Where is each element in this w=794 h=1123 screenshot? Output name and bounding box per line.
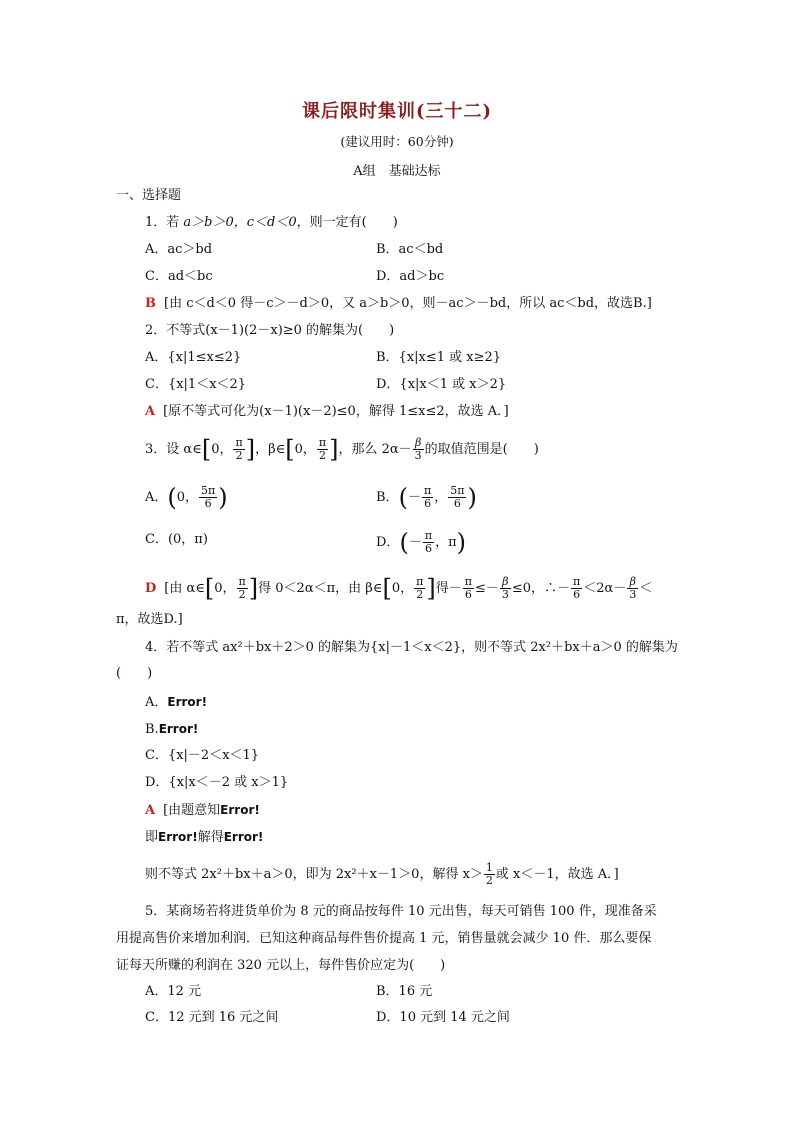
q3-option-d [376, 530, 466, 555]
numerator: π [416, 575, 424, 588]
page-title: 课后限时集训(三十二) [301, 101, 493, 122]
denominator: 6 [204, 497, 212, 510]
q3-zero: 0， [211, 442, 233, 457]
q1-stem-b: a＞b＞0，c＜d＜0 [183, 215, 297, 230]
fraction [627, 576, 638, 601]
numerator: π [318, 436, 327, 449]
group-heading: A组 基础达标 [353, 164, 441, 179]
q5-option-a: A．12 元 [145, 984, 202, 999]
numerator: π [235, 436, 243, 449]
q1-option-b: B．ac＜bd [376, 242, 444, 257]
q1-explain-text: [由 c＜d＜0 得－c＞－d＞0，又 a＞b＞0，则－ac＞－bd，所以 ac＜bd，故选B.] [164, 296, 652, 311]
minus: － [407, 490, 421, 505]
q4-a-label: A． [145, 695, 168, 710]
q2-stem: 2．不等式(x－1)(2－x)≥0 的解集为( ) [145, 323, 395, 338]
q3-option-a [145, 485, 228, 510]
denominator: 2 [416, 588, 424, 601]
q3-stem-a: 3．设 α∈ [145, 442, 202, 457]
fraction [500, 576, 511, 601]
q3-option-c: C．(0，π) [145, 532, 208, 547]
q3-explanation [145, 576, 652, 601]
numerator: π [423, 484, 432, 497]
minus: － [408, 535, 422, 550]
numerator: 5π [450, 484, 465, 497]
q3-stem-c: ，那么 2α－ [338, 442, 412, 457]
bracket-right: ] [426, 574, 436, 603]
fraction [414, 576, 425, 601]
q4-option-b [145, 719, 198, 740]
numerator: π [573, 575, 581, 588]
q3-a-label: A． [145, 490, 168, 505]
q4-answer: A [145, 803, 156, 818]
q1-stem-c: ，则一定有( ) [296, 215, 398, 230]
q4-b-label: B. [145, 722, 159, 737]
denominator: 2 [235, 449, 243, 462]
fraction [237, 576, 248, 601]
denominator: 6 [453, 497, 461, 510]
q4-option-c: C．{x|－2＜x＜1} [145, 748, 260, 763]
q4-exp3-a: 则不等式 2x²＋bx＋a＞0，即为 2x²＋x－1＞0，解得 x＞ [145, 867, 483, 882]
q3-zero: 0， [294, 442, 316, 457]
q3-d-label: D． [376, 535, 400, 550]
q3-exp-b: 得 0＜2α＜π，由 β∈ [258, 581, 383, 596]
denominator: 6 [464, 588, 472, 601]
comma: ， [434, 490, 448, 505]
fraction [571, 576, 582, 601]
q4-explanation-2 [145, 827, 263, 848]
q3-option-b [376, 485, 477, 510]
bracket-left: [ [204, 574, 215, 603]
fraction [413, 437, 424, 462]
fraction [317, 437, 328, 462]
bracket-left: [ [285, 435, 295, 464]
q2-option-b: B．{x|x≤1 或 x≥2} [376, 350, 502, 365]
denominator: 2 [238, 588, 246, 601]
numerator: π [238, 575, 246, 588]
q5-option-c: C．12 元到 16 元之间 [145, 1010, 279, 1025]
fraction [484, 862, 495, 887]
q4-exp2-a: 即 [145, 830, 159, 845]
q2-explain-text: [原不等式可化为(x－1)(x－2)≤0，解得 1≤x≤2，故选 A．] [163, 404, 509, 419]
q1-option-c: C．ad＜bc [145, 269, 213, 284]
q4-exp3-b: 或 x＜－1，故选 A．] [495, 867, 619, 882]
q3-stem [145, 437, 539, 462]
error-text: Error! [158, 830, 198, 844]
bracket-left: [ [382, 574, 392, 603]
q5-line2: 用提高售价来增加利润．已知这种商品每件售价提高 1 元，销售量就会减少 10 件．那么要保 [116, 931, 652, 946]
q3-exp-c: 得－ [435, 581, 462, 596]
fraction [422, 485, 433, 510]
q3-stem-b: ，β∈ [255, 442, 286, 457]
denominator: 3 [629, 588, 637, 601]
paren-right: ) [467, 483, 477, 512]
q3-exp-e: ≤0，∴－ [511, 581, 571, 596]
denominator: 6 [573, 588, 581, 601]
q3-b-label: B． [376, 490, 399, 505]
q3-answer: D [145, 581, 157, 596]
error-text: Error! [158, 722, 199, 736]
fraction [423, 530, 434, 555]
paren-right: ) [456, 528, 466, 557]
q3-zero: 0， [214, 581, 236, 596]
q5-line3: 证每天所赚的利润在 320 元以上，每件售价应定为( ) [116, 958, 446, 973]
q1-answer: B [145, 296, 156, 311]
q5-option-d: D．10 元到 14 元之间 [376, 1010, 510, 1025]
q4-option-d: D．{x|x＜－2 或 x＞1} [145, 775, 289, 790]
numerator: π [424, 529, 433, 542]
q2-explanation [145, 402, 509, 422]
denominator: 6 [424, 497, 432, 510]
q5-line1: 5．某商场若将进货单价为 8 元的商品按每件 10 元出售，每天可销售 100 件，现准备采 [145, 904, 657, 919]
q3-exp-g: ＜ [639, 581, 653, 596]
paren-left: ( [399, 528, 409, 557]
fraction [199, 485, 217, 510]
fraction [463, 576, 474, 601]
denominator: 2 [485, 874, 493, 887]
denominator: 3 [414, 449, 422, 462]
q4-stem: 4．若不等式 ax²＋bx＋2＞0 的解集为{x|－1＜x＜2}，则不等式 2x²＋bx＋a＞0 的解集为 [145, 640, 678, 655]
q4-explanation-3 [145, 862, 619, 887]
q1-option-d: D．ad＞bc [376, 269, 445, 284]
denominator: 3 [501, 588, 509, 601]
numerator: π [464, 575, 472, 588]
time-hint: (建议用时：60分钟) [340, 134, 454, 149]
q2-answer: A [145, 404, 156, 419]
pi: π [448, 535, 457, 550]
q1-option-a: A．ac＞bd [145, 242, 213, 257]
q1-stem [145, 213, 398, 233]
q4-paren: ( ) [116, 666, 153, 681]
denominator: 6 [424, 542, 432, 555]
numerator: 1 [485, 861, 493, 874]
numerator: β [500, 576, 511, 589]
q2-option-a: A．{x|1≤x≤2} [145, 350, 242, 365]
q1-explanation [145, 294, 652, 314]
bracket-left: [ [201, 435, 212, 464]
fraction [233, 437, 244, 462]
error-text: Error! [223, 830, 264, 844]
paren-left: ( [167, 483, 177, 512]
q3-exp-d: ≤－ [474, 581, 499, 596]
paren-left: ( [398, 483, 408, 512]
bracket-right: ] [329, 435, 339, 464]
q4-exp1: [由题意知 [163, 803, 221, 818]
bracket-right: ] [248, 574, 259, 603]
paren-right: ) [218, 483, 228, 512]
error-text: Error! [167, 695, 208, 709]
bracket-right: ] [245, 435, 256, 464]
section-heading: 一、选择题 [116, 188, 182, 203]
q3-zero: 0， [176, 490, 199, 505]
q3-exp-a: [由 α∈ [164, 581, 205, 596]
q2-option-c: C．{x|1＜x＜2} [145, 377, 247, 392]
q5-option-b: B．16 元 [376, 984, 433, 999]
comma: ， [435, 535, 449, 550]
denominator: 2 [318, 449, 326, 462]
q3-exp-f: ＜2α－ [583, 581, 627, 596]
fraction [448, 485, 466, 510]
numerator: β [627, 576, 638, 589]
q3-stem-d: 的取值范围是( ) [424, 442, 539, 457]
error-text: Error! [220, 803, 260, 817]
q3-explanation-line2: π，故选D.] [116, 612, 183, 627]
numerator: β [413, 437, 424, 450]
q4-option-a [145, 692, 207, 713]
q1-stem-a: 1．若 [145, 215, 184, 230]
q4-exp2-b: 解得 [197, 830, 224, 845]
q3-zero: 0， [391, 581, 414, 596]
numerator: 5π [201, 484, 216, 497]
q2-option-d: D．{x|x＜1 或 x＞2} [376, 377, 507, 392]
q4-explanation [145, 800, 260, 821]
